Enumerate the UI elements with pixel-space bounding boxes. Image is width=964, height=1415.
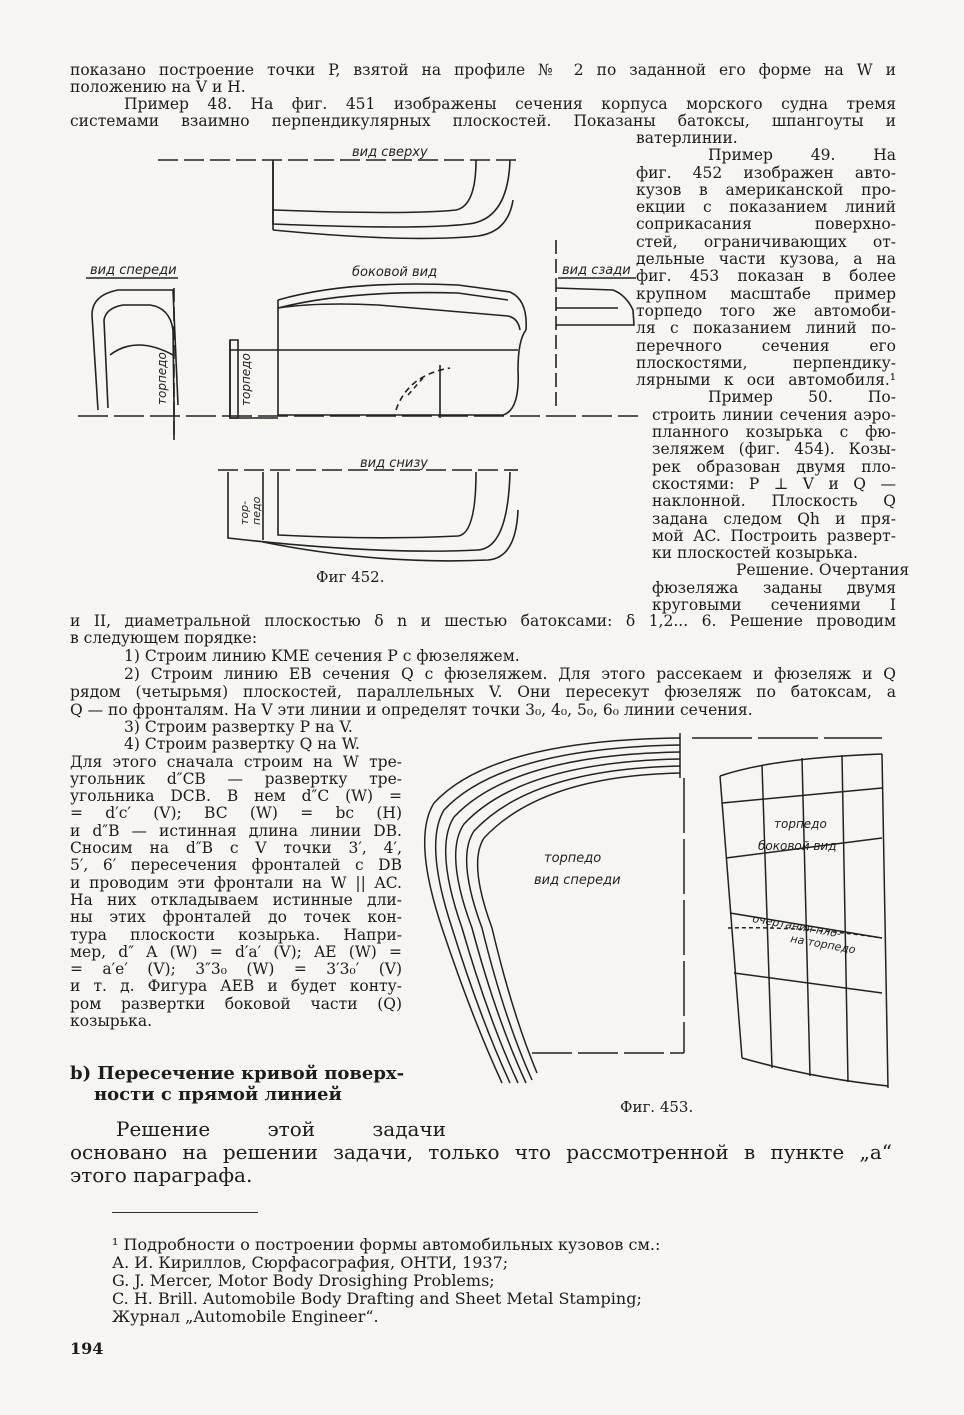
text-line: = d′c′ (V); BC (W) = bc (H) bbox=[70, 804, 402, 823]
fig452-side-torpedo bbox=[230, 340, 238, 418]
text-line: мой AC. Построить разверт- bbox=[652, 526, 896, 545]
text-line: козырька. bbox=[70, 1012, 153, 1031]
fig452-bottom-outline bbox=[228, 472, 510, 551]
text-line: Пример 50. По- bbox=[708, 388, 896, 407]
text-line: и проводим эти фронтали на W || AC. bbox=[70, 873, 402, 892]
fig452-label-rear: вид сзади bbox=[562, 263, 631, 278]
text-line: фиг. 453 показан в более bbox=[636, 267, 896, 286]
text-line: рек образован двумя пло- bbox=[652, 457, 896, 476]
fig452-top-outline bbox=[273, 160, 510, 227]
text-line: задана следом Qh и пря- bbox=[652, 509, 896, 528]
fig452-side-hood bbox=[278, 304, 520, 330]
fig453-label-torpedo-front: торпедо bbox=[544, 851, 602, 866]
fig452-label-top: вид сверху bbox=[352, 145, 428, 160]
text-line: скостями: P ⊥ V и Q — bbox=[652, 474, 896, 493]
footnote-rule bbox=[112, 1212, 258, 1213]
text-line: Сносим на d″B с V точки 3′, 4′, bbox=[70, 839, 402, 858]
text-line: 5′, 6′ пересечения фронталей с DB bbox=[70, 856, 402, 875]
fig453-arc-6 bbox=[478, 773, 680, 1073]
fig453-side-bottom bbox=[742, 1058, 888, 1086]
fig453-label-side-view: боковой вид bbox=[758, 839, 837, 853]
footnote-line: Журнал „Automobile Engineer“. bbox=[112, 1307, 379, 1326]
text-line: ля с показанием линий по- bbox=[636, 319, 896, 338]
fig452-label-side: боковой вид bbox=[352, 265, 438, 280]
text-line: 3) Строим развертку P на V. bbox=[124, 718, 353, 736]
text-line: Пример 49. На bbox=[708, 146, 896, 165]
fig453-grid-v2 bbox=[802, 758, 810, 1076]
fig452-bottom-inner bbox=[278, 472, 476, 538]
text-line: угольника DCB. В нем d″C (W) = bbox=[70, 787, 402, 806]
fig452-caption: Фиг 452. bbox=[316, 568, 385, 586]
fig452-rear-shape bbox=[556, 288, 634, 325]
text-line: угольник d″CB — развертку тре- bbox=[70, 769, 402, 788]
text-line: ватерлинии. bbox=[636, 129, 738, 147]
section-heading bbox=[70, 1063, 404, 1105]
text-line: положению на V и H. bbox=[70, 78, 246, 96]
fig452-label-torpedo-front: торпедо bbox=[155, 352, 169, 405]
text-line: екции с показанием линий bbox=[636, 198, 896, 217]
fig453-side-top bbox=[720, 754, 882, 776]
right-column bbox=[636, 129, 910, 615]
text-line: плоскостями, перпендику- bbox=[636, 353, 896, 372]
text-line: в следующем порядке: bbox=[70, 629, 258, 647]
fig453-side-right bbox=[882, 754, 888, 1088]
fig453-arc-5 bbox=[467, 766, 680, 1080]
fig453-label-front-view: вид спереди bbox=[534, 873, 621, 888]
fig453-caption: Фиг. 453. bbox=[620, 1098, 694, 1116]
fig452-side-wheel bbox=[396, 368, 450, 410]
fig453-label-outline-1: очертания пло- bbox=[751, 912, 842, 941]
text-line: 1) Строим линию KME сечения P с фюзеляжем. bbox=[124, 647, 520, 665]
page-number: 194 bbox=[70, 1339, 104, 1358]
fig452-label-torpedo-side: торпедо bbox=[239, 353, 253, 406]
left-column bbox=[70, 719, 402, 1030]
figure-453 bbox=[412, 728, 902, 1090]
fig453-label-outline-2: на торпедо bbox=[789, 932, 857, 957]
text-line: и т. д. Фигура AEB и будет конту- bbox=[70, 977, 402, 996]
text-line: = a′e′ (V); 3″3₀ (W) = 3′3₀′ (V) bbox=[70, 960, 402, 979]
footnote-line: А. И. Кириллов, Сюрфасография, ОНТИ, 1937; bbox=[112, 1253, 509, 1272]
fig453-grid-v3 bbox=[842, 755, 848, 1082]
text-line: Для этого сначала строим на W тре- bbox=[70, 752, 402, 771]
footnote-line: G. J. Mercer, Motor Body Drosighing Problems; bbox=[112, 1271, 495, 1290]
heading-line: ности с прямой линией bbox=[94, 1084, 342, 1105]
big-text-line: Решение этой задачи bbox=[116, 1117, 446, 1141]
text-line-example-48: Пример 48. На фиг. 451 изображены сечения корпуса морского судна тремя bbox=[124, 95, 896, 113]
text-line: стей, ограничивающих от- bbox=[636, 232, 896, 251]
text-line: кузов в американской про- bbox=[636, 180, 896, 199]
text-line: 2) Строим линию EB сечения Q с фюзеляжем. Для этого рассекаем и фюзеляж и Q bbox=[124, 665, 896, 683]
text-line: лярными к оси автомобиля.¹ bbox=[636, 371, 896, 390]
text-line: мер, d″ A (W) = d′a′ (V); AE (W) = bbox=[70, 942, 402, 961]
text-line: крупном масштабе пример bbox=[636, 284, 896, 303]
text-line: зеляжем (фиг. 454). Козы- bbox=[652, 440, 896, 459]
fig452-label-pedo: педо bbox=[250, 496, 263, 525]
text-line: показано построение точки P, взятой на профиле № 2 по заданной его форме на W и bbox=[70, 61, 896, 79]
text-line: соприкасания поверхно- bbox=[636, 215, 896, 234]
text-line: ны этих фронталей до точек кон- bbox=[70, 908, 402, 927]
text-line: На них откладываем истинные дли- bbox=[70, 890, 402, 909]
text-line: тура плоскости козырька. Напри- bbox=[70, 925, 402, 944]
text-line: ром развертки боковой части (Q) bbox=[70, 994, 402, 1013]
text-line: и d″B — истинная длина линии DB. bbox=[70, 821, 402, 840]
fig453-label-torpedo-side: торпедо bbox=[774, 817, 827, 831]
text-line: и II, диаметральной плоскостью δ n и шестью батоксами: δ 1,2... 6. Решение проводим bbox=[70, 612, 896, 630]
text-line: Q — по фронталям. На V эти линии и определят точки 3₀, 4₀, 5₀, 6₀ линии сечения. bbox=[70, 701, 753, 719]
fig453-grid-h1 bbox=[722, 788, 882, 803]
text-line: 4) Строим развертку Q на W. bbox=[124, 735, 360, 754]
figure-452 bbox=[78, 140, 638, 580]
heading-line: b) Пересечение кривой поверх- bbox=[70, 1063, 405, 1084]
fig452-label-bottom: вид снизу bbox=[360, 456, 428, 471]
text-line: рядом (четырьмя) плоскостей, параллельных V. Они пересекут фюзеляж по батоксам, а bbox=[70, 683, 896, 701]
footnote-line: ¹ Подробности о построении формы автомобильных кузовов см.: bbox=[112, 1235, 661, 1254]
text-line: круговыми сечениями I bbox=[652, 596, 896, 615]
text-line: ки плоскостей козырька. bbox=[652, 544, 858, 563]
text-line: строить линии сечения аэро- bbox=[652, 405, 896, 424]
big-text-line: этого параграфа. bbox=[70, 1163, 253, 1187]
text-line: фюзеляжа заданы двумя bbox=[652, 578, 896, 597]
fig453-side-left bbox=[720, 776, 742, 1058]
footnote-line: C. H. Brill. Automobile Body Drafting and Sheet Metal Stamping; bbox=[112, 1289, 642, 1308]
big-text-line: основано на решении задачи, только что рассмотренной в пункте „а“ bbox=[70, 1140, 892, 1164]
fig452-label-front: вид спереди bbox=[90, 263, 177, 278]
text-line: планного козырька с фю- bbox=[652, 423, 896, 442]
text-line: торпедо того же автомоби- bbox=[636, 301, 896, 320]
text-line: системами взаимно перпендикулярных плоскостей. Показаны батоксы, шпангоуты и bbox=[70, 112, 896, 130]
text-line: наклонной. Плоскость Q bbox=[652, 492, 896, 511]
fig453-arc-1 bbox=[425, 738, 680, 1083]
fig452-label-tor: тор- bbox=[238, 500, 251, 525]
fig453-arc-2 bbox=[436, 745, 680, 1083]
fig452-side-diag bbox=[408, 378, 423, 395]
text-line: дельные части кузова, а на bbox=[636, 250, 896, 269]
fig452-top-outline-inner bbox=[273, 160, 476, 213]
text-line: фиг. 452 изображен авто- bbox=[636, 163, 896, 182]
text-line: перечного сечения его bbox=[636, 336, 896, 355]
fig452-top-bottom bbox=[273, 200, 513, 238]
text-line: Решение. Очертания bbox=[736, 561, 910, 580]
